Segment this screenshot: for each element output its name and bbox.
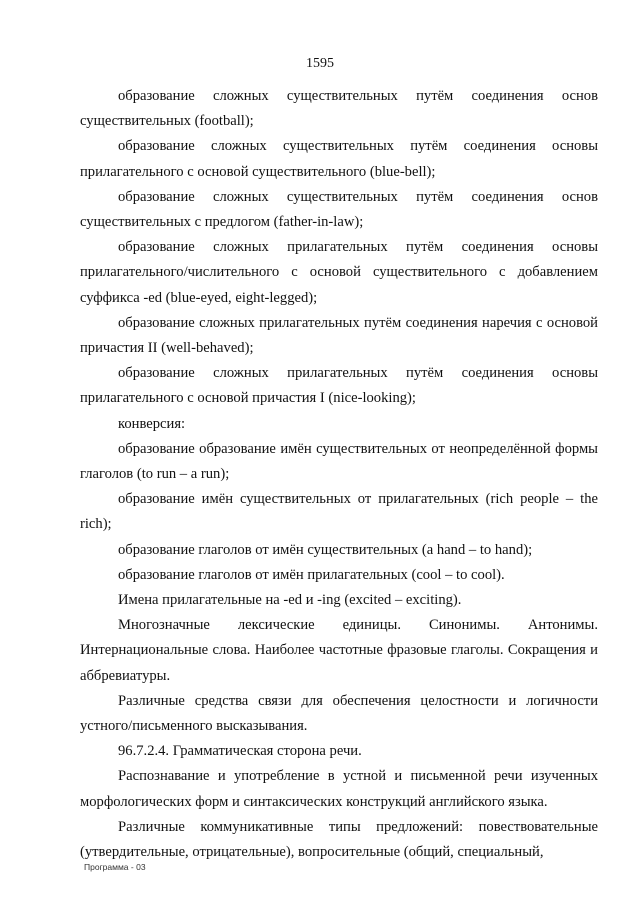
paragraph: образование сложных прилагательных путём соединения наречия с основой причастия II (well-behaved); (80, 314, 598, 357)
paragraph: Различные средства связи для обеспечения целостности и логичности устного/письменного высказывания. (80, 692, 598, 735)
paragraph: Различные коммуникативные типы предложений: повествовательные (утвердительные, отрицательные), вопросительные (общий, специальный, (80, 818, 598, 861)
paragraph: образование сложных существительных путём соединения основы прилагательного с основой существительного (blue-bell); (80, 138, 598, 180)
page-number: 1595 (306, 56, 334, 71)
paragraph: образование глаголов от имён прилагательных (cool – to cool). (118, 566, 505, 583)
paragraph: образование имён существительных от прилагательных (rich people – the rich); (80, 491, 598, 533)
paragraph: образование сложных прилагательных путём соединения основы прилагательного с основой причастия I (nice-looking); (80, 365, 598, 407)
paragraph: образование образование имён существительных от неопределённой формы глаголов (to run – a run); (80, 440, 598, 483)
paragraph: Многозначные лексические единицы. Синонимы. Антонимы. Интернациональные слова. Наиболее частотные фразовые глаголы. Сокращения и аббревиатуры. (80, 617, 598, 684)
paragraph: образование глаголов от имён существительных (a hand – to hand); (118, 541, 533, 558)
paragraph: конверсия: (118, 415, 186, 432)
document-body (80, 84, 598, 865)
paragraph: образование сложных существительных путём соединения основ существительных (football); (80, 88, 598, 130)
paragraph: Распознавание и употребление в устной и письменной речи изученных морфологических форм и синтаксических конструкций английского языка. (80, 768, 598, 810)
paragraph: образование сложных прилагательных путём соединения основы прилагательного/числительного с основой существительного с добавлением суффикса -ed (blue-eyed, eight-legged); (80, 239, 598, 306)
paragraph: образование сложных существительных путём соединения основ существительных с предлогом (father-in-law); (80, 188, 598, 231)
paragraph: Имена прилагательные на -ed и -ing (excited – exciting). (118, 592, 462, 609)
section-heading: 96.7.2.4. Грамматическая сторона речи. (118, 743, 362, 760)
footer-label: Программа - 03 (84, 862, 146, 872)
